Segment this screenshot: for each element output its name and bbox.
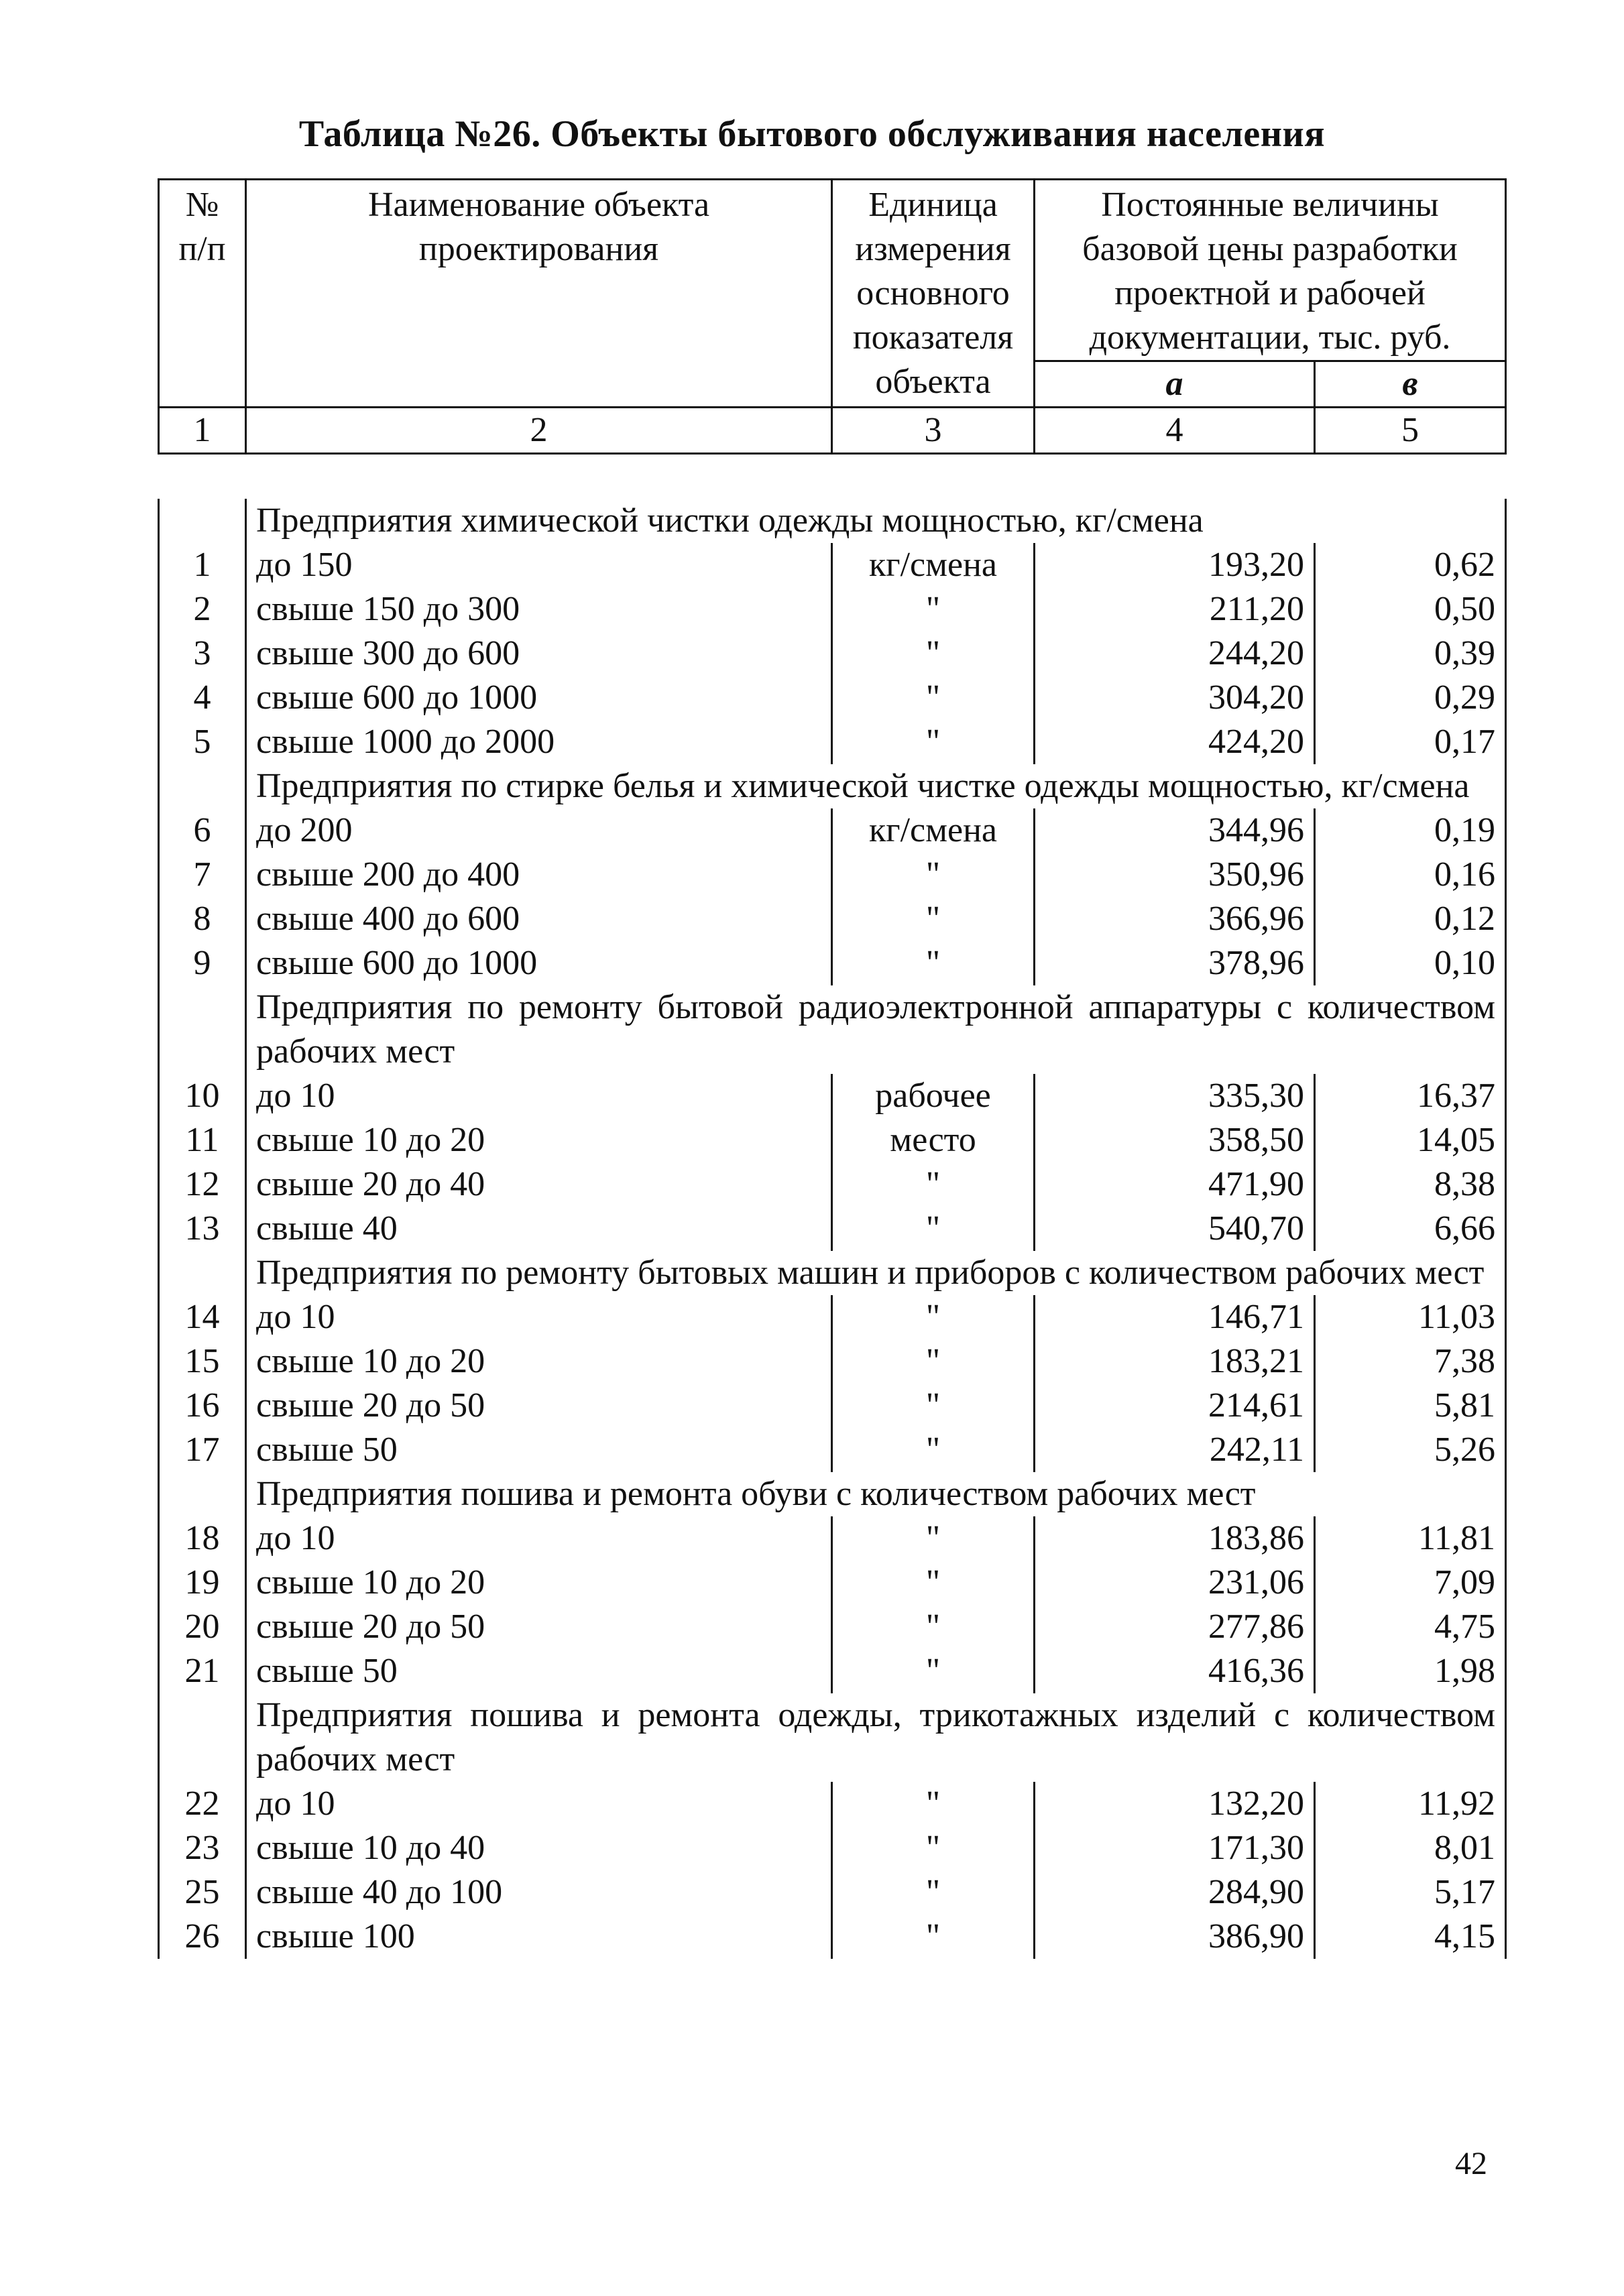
section-number-cell (159, 1472, 246, 1516)
row-number: 2 (159, 587, 246, 631)
table-row (159, 1605, 1506, 1649)
row-number: 10 (159, 1074, 246, 1118)
row-value-b: 6,66 (1315, 1207, 1506, 1251)
table-row (159, 1782, 1506, 1826)
row-value-b: 0,39 (1315, 631, 1506, 676)
row-name: свыше 300 до 600 (246, 631, 832, 676)
row-number: 16 (159, 1384, 246, 1428)
row-name: до 200 (246, 808, 832, 853)
row-number: 14 (159, 1295, 246, 1339)
row-name: до 10 (246, 1782, 832, 1826)
section-number-cell (159, 499, 246, 543)
section-title: Предприятия пошива и ремонта обуви с количеством рабочих мест (246, 1472, 1506, 1516)
row-value-a: 231,06 (1035, 1561, 1315, 1605)
row-value-a: 146,71 (1035, 1295, 1315, 1339)
header-colnum: 5 (1315, 408, 1506, 454)
header-sub-a: а (1035, 361, 1315, 408)
row-unit: место (832, 1118, 1035, 1162)
row-value-b: 1,98 (1315, 1649, 1506, 1693)
table-row (159, 720, 1506, 764)
row-value-a: 183,86 (1035, 1516, 1315, 1561)
row-value-a: 304,20 (1035, 676, 1315, 720)
row-name: свыше 10 до 40 (246, 1826, 832, 1870)
row-number: 7 (159, 853, 246, 897)
row-value-a: 214,61 (1035, 1384, 1315, 1428)
row-unit: " (832, 1162, 1035, 1207)
row-unit: рабочее (832, 1074, 1035, 1118)
table-row (159, 808, 1506, 853)
table-row (159, 1384, 1506, 1428)
row-unit: " (832, 1207, 1035, 1251)
row-number: 22 (159, 1782, 246, 1826)
row-value-b: 0,12 (1315, 897, 1506, 941)
row-name: до 10 (246, 1074, 832, 1118)
row-unit: " (832, 1384, 1035, 1428)
row-value-a: 132,20 (1035, 1782, 1315, 1826)
section-title: Предприятия по стирке белья и химической чистке одежды мощностью, кг/смена (246, 764, 1506, 808)
row-number: 11 (159, 1118, 246, 1162)
header-base-price: Постоянные величины базовой цены разработки проектной и рабочей документации, тыс. руб. (1035, 180, 1506, 361)
row-number: 8 (159, 897, 246, 941)
table-row (159, 543, 1506, 587)
price-table (158, 178, 1507, 1959)
table-row (159, 1339, 1506, 1384)
row-value-a: 540,70 (1035, 1207, 1315, 1251)
row-value-a: 193,20 (1035, 543, 1315, 587)
row-name: свыше 600 до 1000 (246, 941, 832, 985)
table-row (159, 1561, 1506, 1605)
row-number: 12 (159, 1162, 246, 1207)
section-title: Предприятия по ремонту бытовой радиоэлектронной аппаратуры с количеством рабочих мест (246, 985, 1506, 1074)
row-value-b: 8,38 (1315, 1162, 1506, 1207)
row-value-b: 7,09 (1315, 1561, 1506, 1605)
table-row (159, 853, 1506, 897)
row-name: свыше 10 до 20 (246, 1339, 832, 1384)
row-number: 23 (159, 1826, 246, 1870)
row-value-a: 242,11 (1035, 1428, 1315, 1472)
row-unit: " (832, 941, 1035, 985)
row-name: до 10 (246, 1295, 832, 1339)
row-unit: " (832, 1915, 1035, 1959)
table-row (159, 941, 1506, 985)
row-value-b: 11,92 (1315, 1782, 1506, 1826)
header-colnum: 3 (832, 408, 1035, 454)
row-unit: " (832, 853, 1035, 897)
row-value-b: 5,26 (1315, 1428, 1506, 1472)
row-number: 19 (159, 1561, 246, 1605)
table-row (159, 897, 1506, 941)
row-value-b: 14,05 (1315, 1118, 1506, 1162)
table-row (159, 1915, 1506, 1959)
row-value-b: 0,16 (1315, 853, 1506, 897)
row-name: свыше 50 (246, 1428, 832, 1472)
section-title: Предприятия пошива и ремонта одежды, трикотажных изделий с количеством рабочих мест (246, 1693, 1506, 1782)
row-value-b: 11,81 (1315, 1516, 1506, 1561)
section-row (159, 499, 1506, 543)
row-name: свыше 600 до 1000 (246, 676, 832, 720)
row-value-a: 471,90 (1035, 1162, 1315, 1207)
row-number: 17 (159, 1428, 246, 1472)
row-value-b: 4,75 (1315, 1605, 1506, 1649)
row-value-b: 0,50 (1315, 587, 1506, 631)
row-value-b: 7,38 (1315, 1339, 1506, 1384)
row-value-b: 11,03 (1315, 1295, 1506, 1339)
row-value-a: 344,96 (1035, 808, 1315, 853)
row-number: 4 (159, 676, 246, 720)
row-value-a: 335,30 (1035, 1074, 1315, 1118)
section-row (159, 1251, 1506, 1295)
section-row (159, 1472, 1506, 1516)
row-value-a: 211,20 (1035, 587, 1315, 631)
row-value-a: 171,30 (1035, 1826, 1315, 1870)
table-row (159, 1826, 1506, 1870)
row-unit: " (832, 631, 1035, 676)
row-value-b: 0,10 (1315, 941, 1506, 985)
row-value-a: 244,20 (1035, 631, 1315, 676)
section-number-cell (159, 1251, 246, 1295)
row-name: свыше 150 до 300 (246, 587, 832, 631)
table-row (159, 1118, 1506, 1162)
row-value-b: 5,17 (1315, 1870, 1506, 1915)
row-value-a: 350,96 (1035, 853, 1315, 897)
header-number: № п/п (159, 180, 246, 408)
row-name: свыше 10 до 20 (246, 1118, 832, 1162)
row-value-a: 424,20 (1035, 720, 1315, 764)
row-number: 20 (159, 1605, 246, 1649)
row-value-b: 0,17 (1315, 720, 1506, 764)
row-unit: " (832, 720, 1035, 764)
row-number: 3 (159, 631, 246, 676)
row-name: свыше 50 (246, 1649, 832, 1693)
table-row (159, 631, 1506, 676)
row-number: 5 (159, 720, 246, 764)
row-unit: " (832, 1605, 1035, 1649)
row-number: 9 (159, 941, 246, 985)
table-row (159, 676, 1506, 720)
table-row (159, 1162, 1506, 1207)
header-colnum: 4 (1035, 408, 1315, 454)
table-row (159, 1870, 1506, 1915)
table-title: Таблица №26. Объекты бытового обслуживания населения (298, 113, 1326, 155)
row-unit: " (832, 1826, 1035, 1870)
row-unit: " (832, 587, 1035, 631)
row-value-b: 0,29 (1315, 676, 1506, 720)
section-number-cell (159, 1693, 246, 1782)
table-row (159, 1207, 1506, 1251)
header-object-name: Наименование объекта проектирования (246, 180, 832, 408)
table-row (159, 1516, 1506, 1561)
row-unit: " (832, 1649, 1035, 1693)
table-row (159, 587, 1506, 631)
row-unit: " (832, 1516, 1035, 1561)
row-unit: " (832, 1428, 1035, 1472)
row-value-a: 416,36 (1035, 1649, 1315, 1693)
row-value-b: 16,37 (1315, 1074, 1506, 1118)
row-name: свыше 400 до 600 (246, 897, 832, 941)
row-value-b: 8,01 (1315, 1826, 1506, 1870)
row-number: 25 (159, 1870, 246, 1915)
row-value-a: 386,90 (1035, 1915, 1315, 1959)
table-header (159, 180, 1506, 499)
row-value-a: 284,90 (1035, 1870, 1315, 1915)
row-value-a: 183,21 (1035, 1339, 1315, 1384)
row-name: свыше 20 до 50 (246, 1605, 832, 1649)
row-value-b: 0,62 (1315, 543, 1506, 587)
row-name: свыше 20 до 50 (246, 1384, 832, 1428)
section-row (159, 1693, 1506, 1782)
row-number: 21 (159, 1649, 246, 1693)
section-number-cell (159, 985, 246, 1074)
row-unit: " (832, 897, 1035, 941)
row-unit: " (832, 676, 1035, 720)
row-number: 18 (159, 1516, 246, 1561)
row-number: 15 (159, 1339, 246, 1384)
section-title: Предприятия по ремонту бытовых машин и приборов с количеством рабочих мест (246, 1251, 1506, 1295)
row-number: 6 (159, 808, 246, 853)
row-name: свыше 1000 до 2000 (246, 720, 832, 764)
section-row (159, 985, 1506, 1074)
row-name: свыше 100 (246, 1915, 832, 1959)
table-body (159, 499, 1506, 1959)
row-name: свыше 10 до 20 (246, 1561, 832, 1605)
row-number: 26 (159, 1915, 246, 1959)
row-value-b: 5,81 (1315, 1384, 1506, 1428)
table-row (159, 1074, 1506, 1118)
header-colnum: 2 (246, 408, 832, 454)
row-name: до 150 (246, 543, 832, 587)
row-unit: кг/смена (832, 543, 1035, 587)
row-unit: кг/смена (832, 808, 1035, 853)
header-sub-b: в (1315, 361, 1506, 408)
row-value-a: 378,96 (1035, 941, 1315, 985)
header-colnum: 1 (159, 408, 246, 454)
row-value-b: 4,15 (1315, 1915, 1506, 1959)
row-value-b: 0,19 (1315, 808, 1506, 853)
section-row (159, 764, 1506, 808)
row-number: 13 (159, 1207, 246, 1251)
row-unit: " (832, 1782, 1035, 1826)
row-name: свыше 40 (246, 1207, 832, 1251)
section-title: Предприятия химической чистки одежды мощностью, кг/смена (246, 499, 1506, 543)
row-value-a: 358,50 (1035, 1118, 1315, 1162)
row-name: свыше 40 до 100 (246, 1870, 832, 1915)
row-name: свыше 20 до 40 (246, 1162, 832, 1207)
row-name: до 10 (246, 1516, 832, 1561)
row-unit: " (832, 1339, 1035, 1384)
table-row (159, 1649, 1506, 1693)
table-row (159, 1295, 1506, 1339)
row-value-a: 366,96 (1035, 897, 1315, 941)
row-name: свыше 200 до 400 (246, 853, 832, 897)
row-value-a: 277,86 (1035, 1605, 1315, 1649)
row-unit: " (832, 1295, 1035, 1339)
row-unit: " (832, 1870, 1035, 1915)
row-number: 1 (159, 543, 246, 587)
page-number: 42 (1455, 2146, 1487, 2181)
row-unit: " (832, 1561, 1035, 1605)
section-number-cell (159, 764, 246, 808)
header-unit: Единица измерения основного показателя объекта (832, 180, 1035, 408)
table-row (159, 1428, 1506, 1472)
